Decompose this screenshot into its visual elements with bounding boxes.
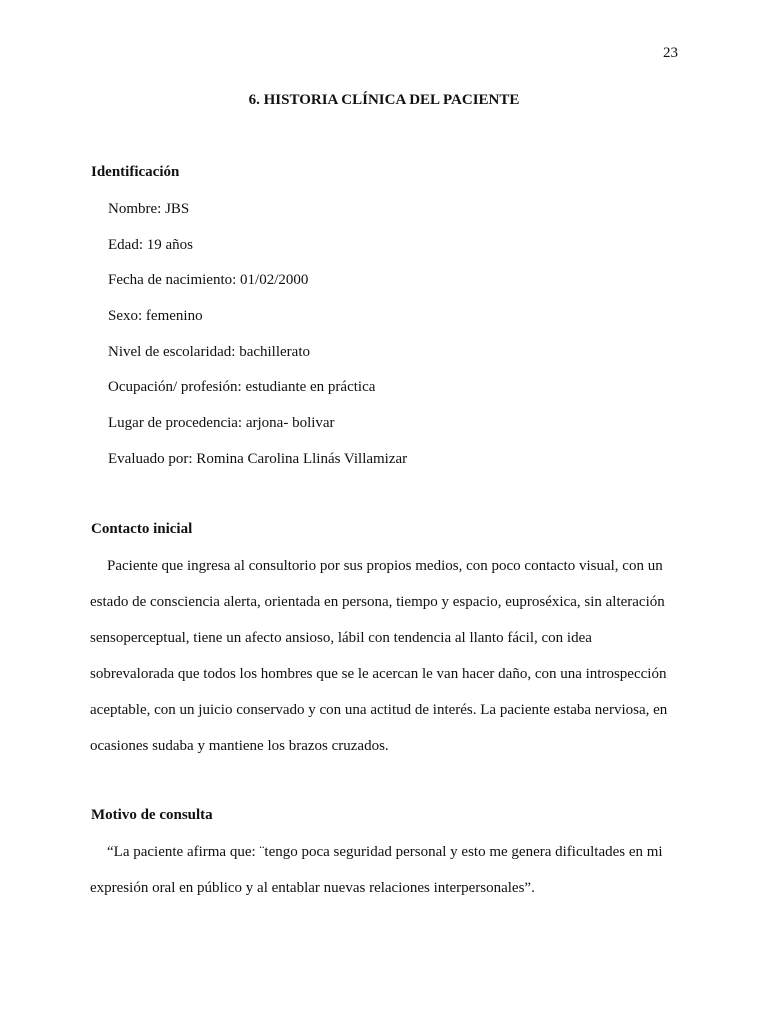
paragraph-line: aceptable, con un juicio conservado y con una actitud de interés. La paciente estaba nerviosa, en xyxy=(90,702,668,718)
identification-item-fecha-nacimiento: Fecha de nacimiento: 01/02/2000 xyxy=(108,272,309,289)
paragraph-line: “La paciente afirma que: ¨tengo poca seguridad personal y esto me genera dificultades en mi xyxy=(107,844,663,860)
paragraph-line: estado de consciencia alerta, orientada en persona, tiempo y espacio, euproséxica, sin alteración xyxy=(90,594,665,610)
identification-item-nombre: Nombre: JBS xyxy=(108,201,190,217)
identification-list xyxy=(108,200,407,486)
page-number: 23 xyxy=(663,45,678,61)
paragraph-line: sensoperceptual, tiene un afecto ansioso, lábil con tendencia al llanto fácil, con idea xyxy=(90,630,592,646)
paragraph-line: sobrevalorada que todos los hombres que se le acercan le van hacer daño, con una introspección xyxy=(90,666,667,682)
identification-item-ocupacion: Ocupación/ profesión: estudiante en práctica xyxy=(108,379,376,396)
identification-item-procedencia: Lugar de procedencia: arjona- bolivar xyxy=(108,415,335,432)
section-heading-motivo-consulta: Motivo de consulta xyxy=(91,807,213,823)
identification-item-escolaridad: Nivel de escolaridad: bachillerato xyxy=(108,343,310,360)
paragraph-line: expresión oral en público y al entablar nuevas relaciones interpersonales”. xyxy=(90,880,535,896)
paragraph-line: ocasiones sudaba y mantiene los brazos cruzados. xyxy=(90,738,389,754)
identification-item-evaluado-por: Evaluado por: Romina Carolina Llinás Villamizar xyxy=(108,450,408,467)
section-heading-contacto-inicial: Contacto inicial xyxy=(91,521,193,537)
contacto-inicial-paragraph xyxy=(90,548,680,764)
section-heading-identificacion: Identificación xyxy=(91,164,180,180)
chapter-title: 6. HISTORIA CLÍNICA DEL PACIENTE xyxy=(248,92,520,108)
paragraph-line: Paciente que ingresa al consultorio por sus propios medios, con poco contacto visual, con un xyxy=(107,558,663,574)
identification-item-edad: Edad: 19 años xyxy=(108,236,193,253)
identification-item-sexo: Sexo: femenino xyxy=(108,308,203,325)
motivo-consulta-paragraph xyxy=(90,834,680,906)
